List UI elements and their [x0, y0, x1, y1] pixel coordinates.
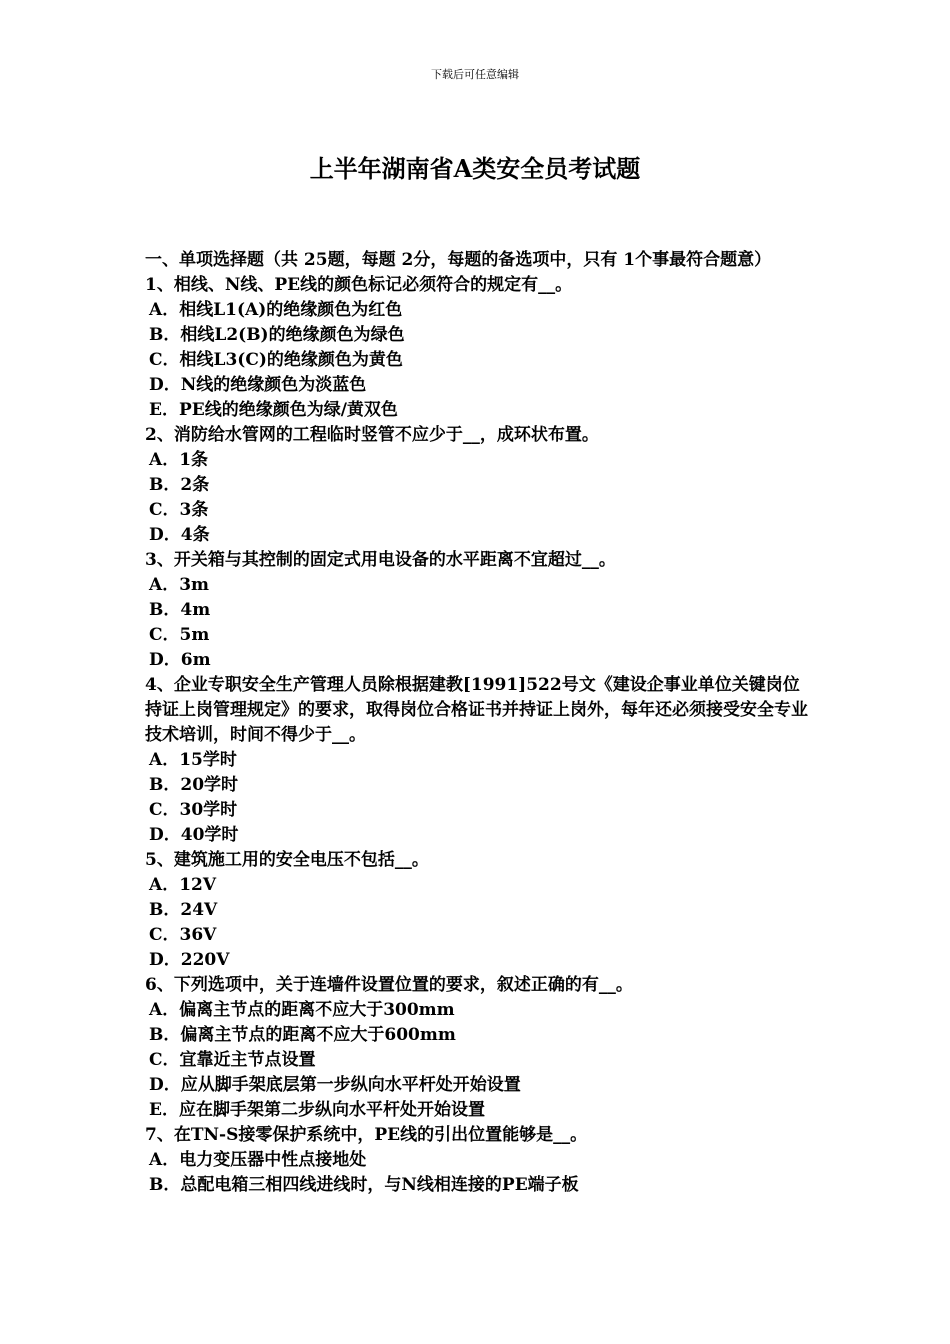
option-list: [145, 1148, 810, 1198]
option-list: [145, 748, 810, 848]
option-b: B．总配电箱三相四线进线时，与N线相连接的PE端子板: [149, 1175, 579, 1195]
question-stem: 4、企业专职安全生产管理人员除根据建教[1991]522号文《建设企事业单位关键岗位持证上岗管理规定》的要求，取得岗位合格证书并持证上岗外，每年还必须接受安全专业技术培训，时间不得少于__。: [145, 675, 808, 745]
option-b: B．20学时: [149, 775, 239, 795]
option-d: D．40学时: [149, 825, 239, 845]
option-a: A．1条: [149, 450, 209, 470]
option-d: D．4条: [149, 525, 210, 545]
option-c: C．30学时: [149, 800, 238, 820]
option-c: C．3条: [149, 500, 209, 520]
option-a: A．12V: [149, 875, 217, 895]
option-c: C．相线L3(C)的绝缘颜色为黄色: [149, 350, 403, 370]
question-stem: 5、建筑施工用的安全电压不包括__。: [145, 850, 429, 870]
option-d: D．220V: [149, 950, 230, 970]
question-5: [145, 848, 810, 973]
option-b: B．4m: [149, 600, 211, 620]
option-d: D．N线的绝缘颜色为淡蓝色: [149, 375, 367, 395]
option-list: [145, 448, 810, 548]
option-e: E．应在脚手架第二步纵向水平杆处开始设置: [149, 1100, 485, 1120]
question-3: [145, 548, 810, 673]
question-stem: 2、消防给水管网的工程临时竖管不应少于__，成环状布置。: [145, 425, 599, 445]
question-7: [145, 1123, 810, 1198]
question-4: [145, 673, 810, 848]
option-b: B．相线L2(B)的绝缘颜色为绿色: [149, 325, 405, 345]
option-c: C．36V: [149, 925, 217, 945]
question-stem: 1、相线、N线、PE线的颜色标记必须符合的规定有__。: [145, 275, 573, 295]
question-1: [145, 273, 810, 423]
option-b: B．2条: [149, 475, 210, 495]
header-note: 下载后可任意编辑: [431, 68, 519, 81]
question-stem: 6、下列选项中，关于连墙件设置位置的要求，叙述正确的有__。: [145, 975, 633, 995]
option-a: A．3m: [149, 575, 210, 595]
document-title: 上半年湖南省A类安全员考试题: [309, 154, 641, 183]
option-c: C．5m: [149, 625, 210, 645]
option-a: A．15学时: [149, 750, 237, 770]
option-d: D．6m: [149, 650, 211, 670]
option-b: B．24V: [149, 900, 218, 920]
exam-content: [145, 248, 810, 1198]
question-6: [145, 973, 810, 1123]
option-c: C．宜靠近主节点设置: [149, 1050, 316, 1070]
option-list: [145, 873, 810, 973]
option-b: B．偏离主节点的距离不应大于600mm: [149, 1025, 456, 1045]
option-d: D．应从脚手架底层第一步纵向水平杆处开始设置: [149, 1075, 521, 1095]
option-list: [145, 573, 810, 673]
option-a: A．相线L1(A)的绝缘颜色为红色: [149, 300, 403, 320]
question-2: [145, 423, 810, 548]
option-e: E．PE线的绝缘颜色为绿/黄双色: [149, 400, 398, 420]
question-stem: 3、开关箱与其控制的固定式用电设备的水平距离不宜超过__。: [145, 550, 616, 570]
option-list: [145, 298, 810, 423]
option-a: A．偏离主节点的距离不应大于300mm: [149, 1000, 455, 1020]
question-stem: 7、在TN-S接零保护系统中，PE线的引出位置能够是__。: [145, 1125, 588, 1145]
section-heading: 一、单项选择题（共 25题，每题 2分，每题的备选项中，只有 1个事最符合题意）: [145, 250, 772, 270]
option-list: [145, 998, 810, 1123]
option-a: A．电力变压器中性点接地处: [149, 1150, 367, 1170]
